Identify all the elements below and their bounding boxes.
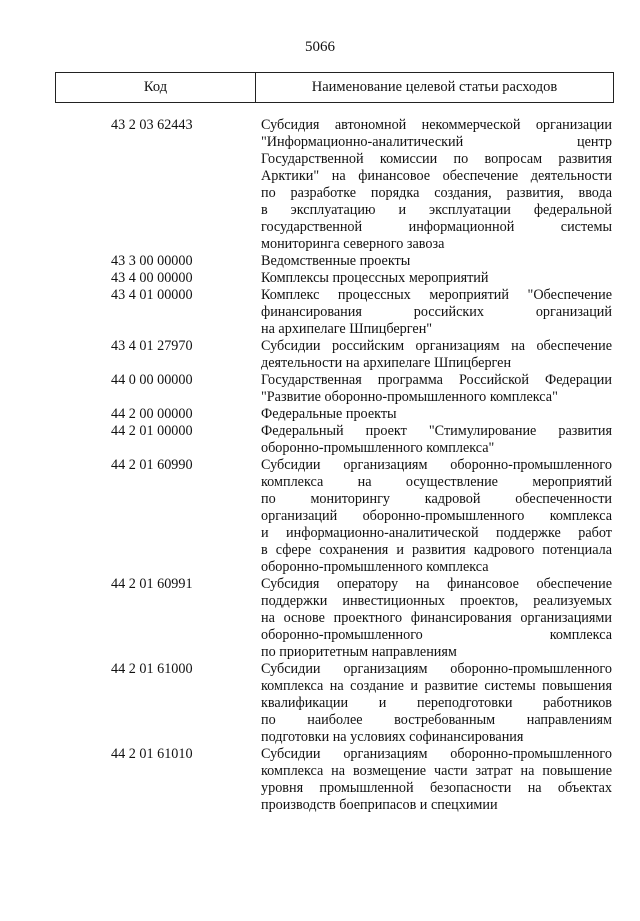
row-name [261, 406, 614, 423]
row-name [261, 338, 614, 372]
row-name-line: квалификации и переподготовки работников [261, 695, 612, 711]
table-row [55, 746, 614, 814]
header-code: Код [56, 73, 256, 102]
row-name [261, 117, 614, 253]
row-name-line: оборонно-промышленного комплекса" [261, 440, 495, 456]
table-row [55, 457, 614, 576]
row-code: 43 4 00 00000 [111, 270, 193, 286]
row-name-line: в сфере сохранения и развития кадрового потенциала [261, 542, 612, 558]
row-name-line: организаций оборонно-промышленного комплекса [261, 508, 612, 524]
table-header [55, 72, 614, 103]
row-name-line: "Развитие оборонно-промышленного комплекса" [261, 389, 558, 405]
row-name-line: государственной информационной системы [261, 219, 612, 235]
row-name-line: Субсидии организациям оборонно-промышленного [261, 746, 612, 762]
row-name-line: Арктики" на финансовое обеспечение деятельности [261, 168, 612, 184]
table-row [55, 406, 614, 423]
row-name-line: на основе проектного финансирования организациями [261, 610, 612, 626]
row-name-line: Государственной комиссии по вопросам развития [261, 151, 612, 167]
table-row [55, 270, 614, 287]
table-row [55, 253, 614, 270]
row-name-line: "Информационно-аналитический центр [261, 134, 612, 150]
row-name-line: на архипелаге Шпицберген" [261, 321, 433, 337]
row-name-line: финансирования российских организаций [261, 304, 612, 320]
table-row [55, 423, 614, 457]
row-name [261, 270, 614, 287]
row-code: 43 4 01 00000 [111, 287, 193, 303]
row-name-line: Субсидия автономной некоммерческой организации [261, 117, 612, 133]
row-name-line: Ведомственные проекты [261, 253, 411, 269]
row-name-line: комплекса на возмещение части затрат на повышение [261, 763, 612, 779]
row-name-line: Комплексы процессных мероприятий [261, 270, 489, 286]
row-name-line: и информационно-аналитической поддержке работ [261, 525, 612, 541]
row-name [261, 423, 614, 457]
header-name: Наименование целевой статьи расходов [311, 79, 558, 95]
row-code: 44 0 00 00000 [111, 372, 193, 388]
row-code: 44 2 01 00000 [111, 423, 193, 439]
page-number: 5066 [305, 39, 335, 55]
row-name-line: поддержки инвестиционных проектов, реализуемых [261, 593, 612, 609]
row-name-line: деятельности на архипелаге Шпицберген [261, 355, 512, 371]
row-name [261, 457, 614, 576]
row-name [261, 576, 614, 661]
row-name-line: оборонно-промышленного комплекса [261, 559, 489, 575]
row-name-line: в эксплуатацию и эксплуатации федеральной [261, 202, 612, 218]
row-name-line: уровня промышленной безопасности на объектах [261, 780, 612, 796]
table-row [55, 661, 614, 746]
row-name-line: Федеральный проект "Стимулирование развития [261, 423, 612, 439]
row-name-line: подготовки на условиях софинансирования [261, 729, 524, 745]
row-name [261, 372, 614, 406]
row-name-line: по мониторингу кадровой обеспеченности [261, 491, 612, 507]
table-row [55, 117, 614, 253]
row-name-line: производств боеприпасов и спецхимии [261, 797, 498, 813]
table-row [55, 576, 614, 661]
row-name-line: оборонно-промышленного комплекса [261, 627, 612, 643]
row-name-line: Комплекс процессных мероприятий "Обеспечение [261, 287, 612, 303]
row-name [261, 746, 614, 814]
row-name-line: комплекса на создание и развитие системы повышения [261, 678, 612, 694]
row-code: 43 4 01 27970 [111, 338, 193, 354]
row-name-line: по разработке порядка создания, развития, ввода [261, 185, 612, 201]
table-row [55, 287, 614, 338]
row-name-line: Субсидии организациям оборонно-промышленного [261, 661, 612, 677]
row-code: 43 3 00 00000 [111, 253, 193, 269]
row-name-line: Федеральные проекты [261, 406, 397, 422]
row-name-line: Субсидии организациям оборонно-промышленного [261, 457, 612, 473]
row-name-line: Субсидия оператору на финансовое обеспечение [261, 576, 612, 592]
row-name-line: Государственная программа Российской Федерации [261, 372, 612, 388]
row-name [261, 287, 614, 338]
row-name-line: Субсидии российским организациям на обеспечение [261, 338, 612, 354]
row-code: 43 2 03 62443 [111, 117, 193, 133]
row-name-line: по наиболее востребованным направлениям [261, 712, 612, 728]
table-body [55, 117, 614, 814]
row-code: 44 2 01 60990 [111, 457, 193, 473]
row-code: 44 2 01 61000 [111, 661, 193, 677]
row-code: 44 2 01 60991 [111, 576, 193, 592]
row-code: 44 2 00 00000 [111, 406, 193, 422]
row-name-line: мониторинга северного завоза [261, 236, 445, 252]
row-code: 44 2 01 61010 [111, 746, 193, 762]
table-row [55, 372, 614, 406]
table-row [55, 338, 614, 372]
row-name-line: комплекса на осуществление мероприятий [261, 474, 612, 490]
row-name [261, 253, 614, 270]
row-name [261, 661, 614, 746]
row-name-line: по приоритетным направлениям [261, 644, 457, 660]
